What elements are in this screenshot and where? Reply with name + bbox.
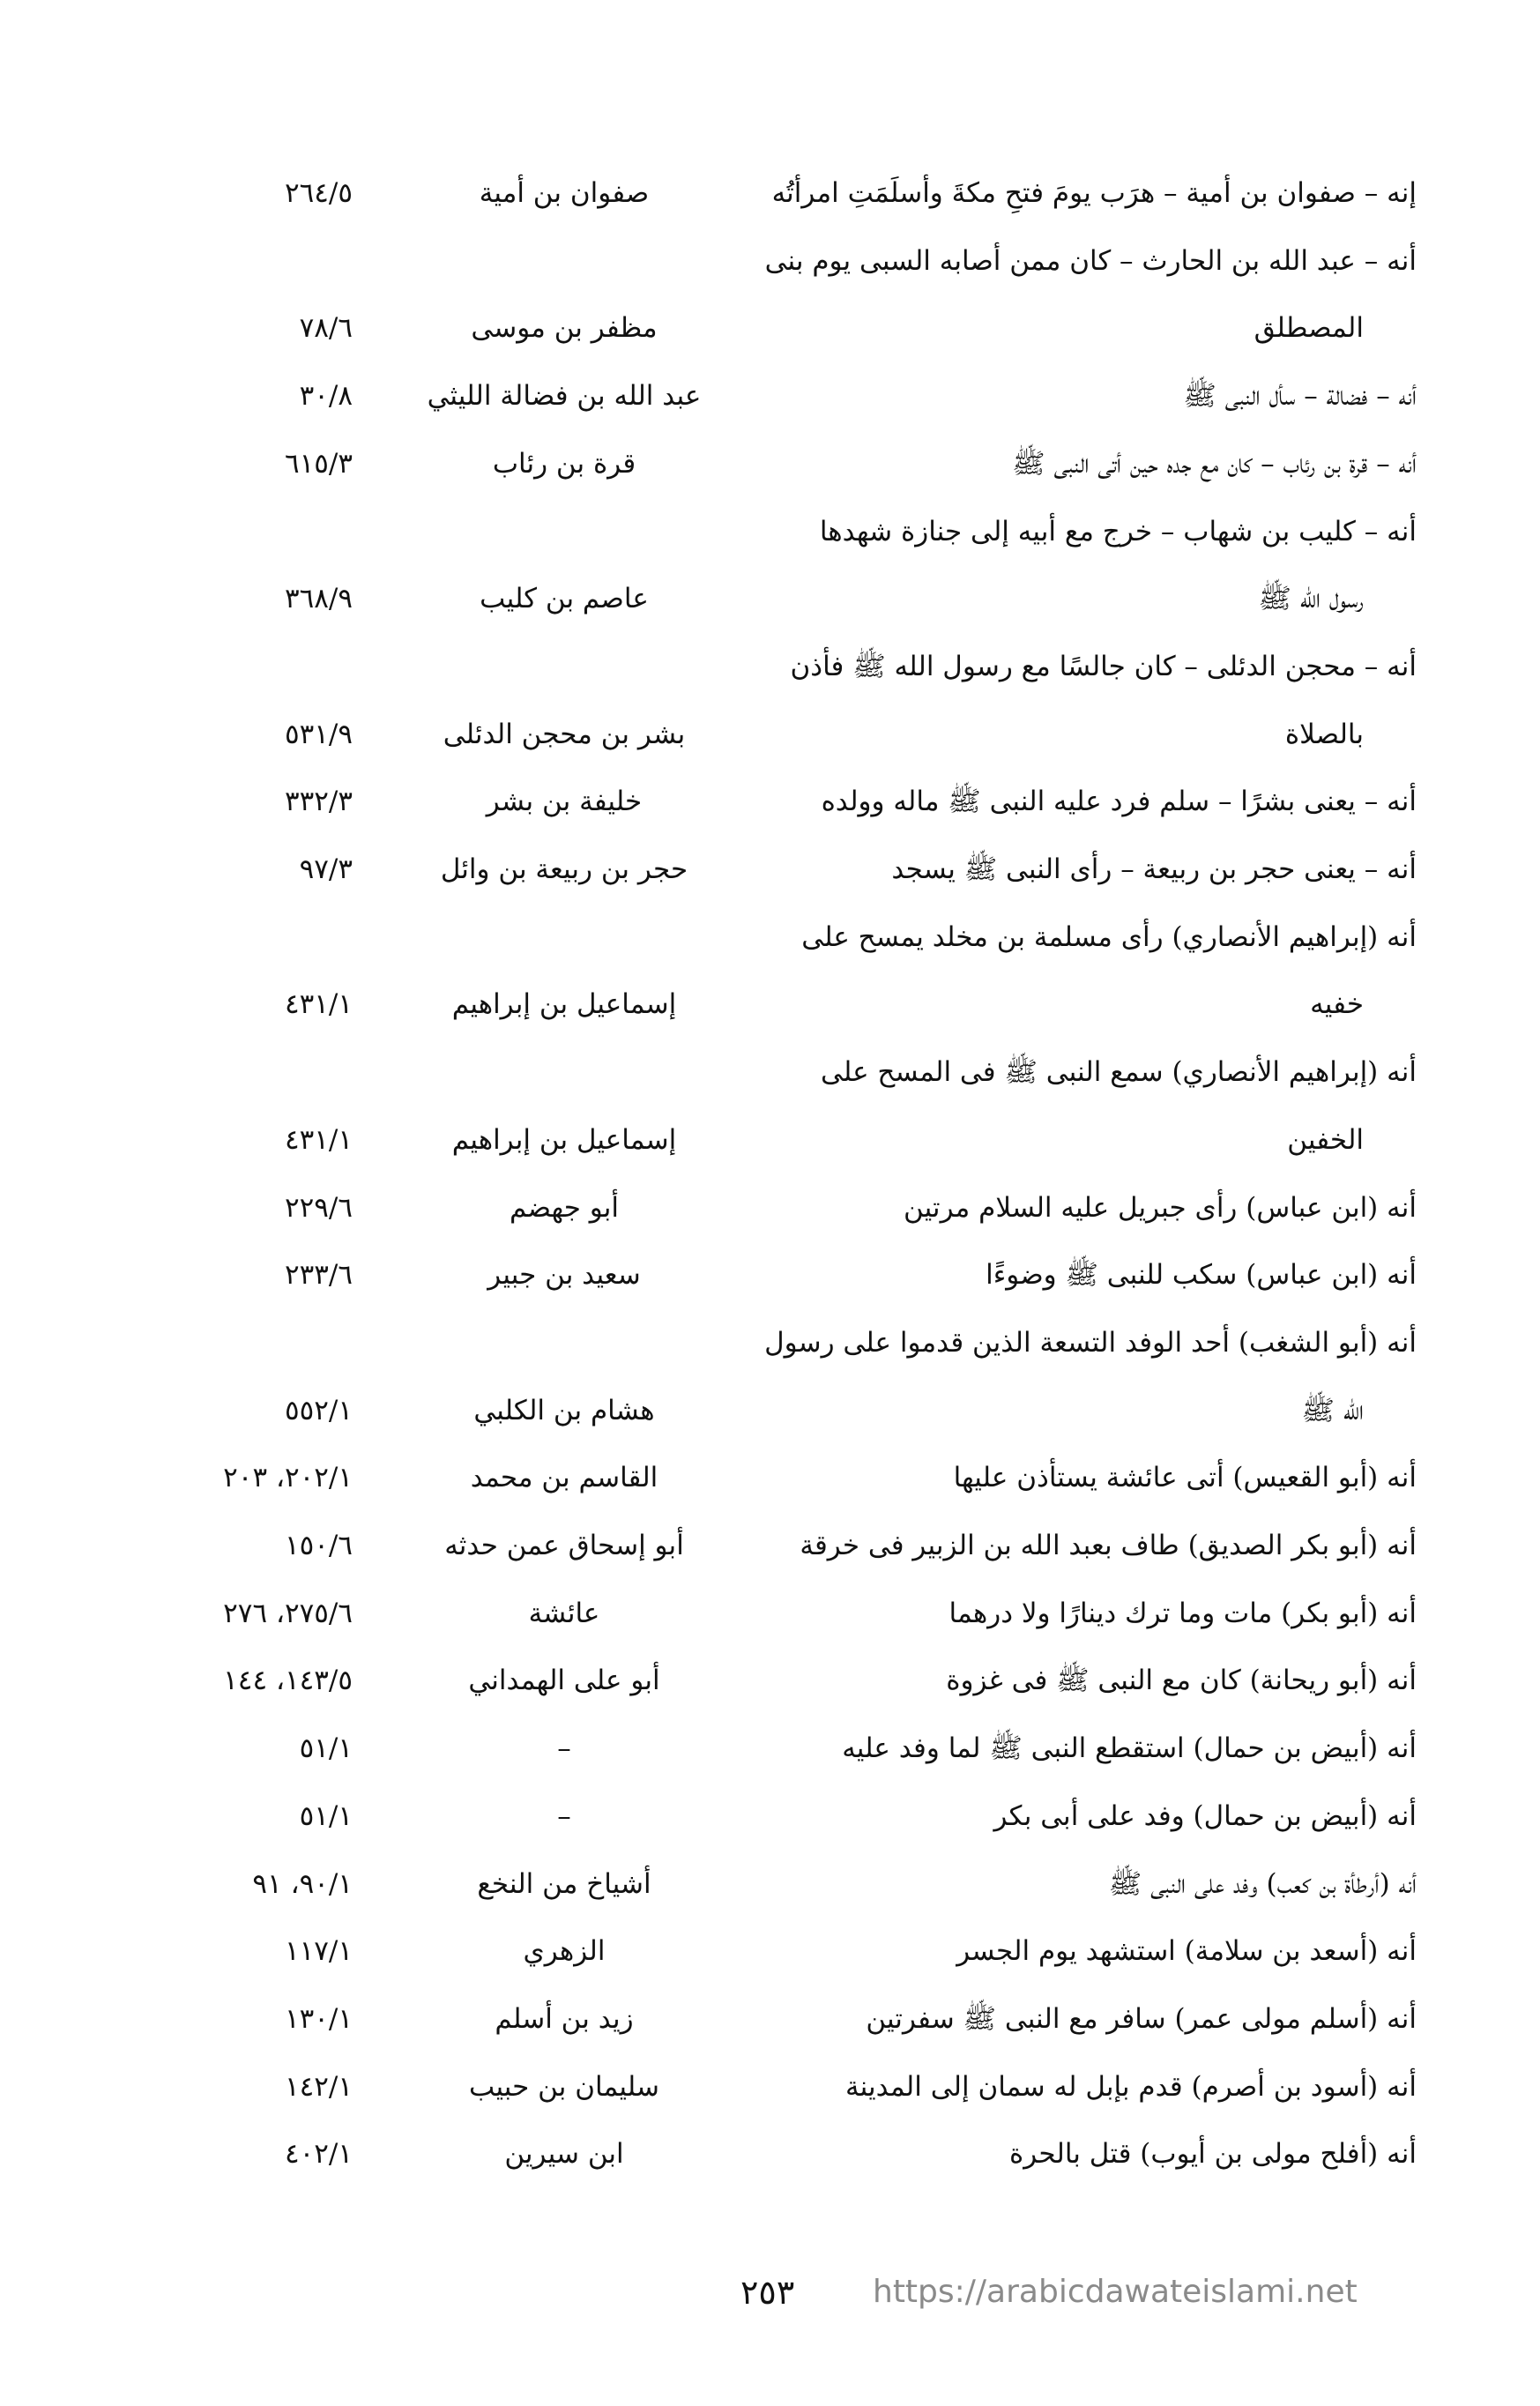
hadith-description: بالصلاة — [1284, 718, 1364, 750]
hadith-description: أنه (ابن عباس) سكب للنبى ﷺ وضوءًا — [986, 1259, 1417, 1292]
volume-page-reference: ٢٦٤/٥ — [284, 177, 353, 209]
index-row — [0, 1782, 1540, 1851]
index-row — [0, 497, 1540, 566]
volume-page-reference: ١٤٢/١ — [284, 2070, 353, 2103]
volume-page-reference: ١٤٣/٥، ١٤٤ — [223, 1665, 353, 1697]
narrator-name: أشياخ من النخع — [477, 1867, 651, 1900]
hadith-description: أنه (أبو القعيس) أتى عائشة يستأذن عليها — [953, 1462, 1417, 1494]
volume-page-reference: ١١٧/١ — [284, 1935, 353, 1968]
index-row — [0, 1917, 1540, 1985]
page-footer — [0, 2257, 1540, 2328]
index-row — [0, 1646, 1540, 1715]
volume-page-reference: ٢٠٢/١، ٢٠٣ — [223, 1462, 353, 1494]
volume-page-reference: ٣٣٢/٣ — [284, 786, 353, 818]
index-row — [0, 835, 1540, 904]
hadith-description: الخفين — [1287, 1123, 1364, 1156]
narrator-name — [379, 497, 749, 566]
index-row — [0, 700, 1540, 769]
narrator-name — [379, 903, 749, 972]
volume-page-reference: ٥٥٢/١ — [284, 1394, 353, 1426]
narrator-name: سليمان بن حبيب — [469, 2070, 659, 2103]
hadith-description: أنه – قرة بن رئاب – كان مع جده حين أتى النبى ﷺ — [1012, 447, 1417, 480]
narrator-name: – — [557, 1799, 571, 1832]
narrator-name: مظفر بن موسى — [471, 312, 658, 345]
hadith-description: أنه (إبراهيم الأنصاري) سمع النبى ﷺ فى المسح على — [820, 1056, 1417, 1089]
index-row — [0, 1850, 1540, 1918]
volume-page-reference — [132, 632, 353, 701]
volume-page-reference: ٩٠/١، ٩١ — [252, 1867, 353, 1900]
hadith-description: أنه (أبو ريحانة) كان مع النبى ﷺ فى غزوة — [946, 1665, 1417, 1697]
hadith-description: رسول الله ﷺ — [1258, 583, 1364, 615]
index-row — [0, 1511, 1540, 1580]
index-row — [0, 1038, 1540, 1106]
narrator-name: أبو جهضم — [509, 1191, 620, 1224]
narrator-name: صفوان بن أمية — [479, 177, 650, 209]
hadith-description: أنه – فضالة – سأل النبى ﷺ — [1183, 380, 1417, 413]
hadith-description: أنه – يعنى بشرًا – سلم فرد عليه النبى ﷺ ماله وولده — [821, 786, 1417, 818]
page-number: ٢٥٣ — [740, 2273, 795, 2312]
index-row — [0, 1376, 1540, 1445]
index-row — [0, 767, 1540, 836]
volume-page-reference: ٢٣٣/٦ — [284, 1259, 353, 1292]
volume-page-reference: ٢٢٩/٦ — [284, 1191, 353, 1224]
hadith-description: أنه – كليب بن شهاب – خرج مع أبيه إلى جنازة شهدها — [819, 515, 1417, 547]
narrator-name — [379, 1038, 749, 1106]
narrator-name: زيد بن أسلم — [495, 2002, 634, 2035]
narrator-name: – — [557, 1732, 571, 1765]
hadith-description: أنه (أبو بكر) مات وما ترك دينارًا ولا درهما — [949, 1597, 1417, 1629]
narrator-name: الزهري — [523, 1935, 606, 1968]
volume-page-reference — [132, 1308, 353, 1377]
narrator-name: عبد الله بن فضالة الليثي — [427, 380, 702, 413]
volume-page-reference: ٣٠/٨ — [299, 380, 353, 413]
volume-page-reference: ٢٧٥/٦، ٢٧٦ — [223, 1597, 353, 1629]
index-row — [0, 1985, 1540, 2053]
index-row — [0, 632, 1540, 701]
index-row — [0, 970, 1540, 1039]
hadith-description: أنه – محجن الدئلى – كان جالسًا مع رسول الله ﷺ فأذن — [790, 650, 1417, 682]
hadith-description: أنه (أرطأة بن كعب) وفد على النبى ﷺ — [1108, 1867, 1417, 1900]
volume-page-reference: ٩٧/٣ — [299, 853, 353, 885]
index-row — [0, 903, 1540, 972]
index-row — [0, 1714, 1540, 1783]
index-row — [0, 2052, 1540, 2121]
hadith-description: أنه (أسود بن أصرم) قدم بإبل له سمان إلى المدينة — [845, 2070, 1417, 2103]
index-row — [0, 1240, 1540, 1309]
volume-page-reference — [132, 227, 353, 295]
narrator-name: أبو على الهمداني — [468, 1665, 660, 1697]
hadith-description: أنه (أبيض بن حمال) استقطع النبى ﷺ لما وفد عليه — [842, 1732, 1417, 1765]
hadith-description: إنه – صفوان بن أمية – هرَب يومَ فتحِ مكةَ وأسلَمَتِ امرأتُه — [771, 177, 1417, 209]
narrator-name: عائشة — [528, 1597, 600, 1629]
index-row — [0, 429, 1540, 498]
hadith-description: أنه (أبو الشغب) أحد الوفد التسعة الذين قدموا على رسول — [764, 1326, 1417, 1359]
narrator-name: هشام بن الكلبي — [473, 1394, 655, 1426]
index-row — [0, 1308, 1540, 1377]
volume-page-reference: ٦١٥/٣ — [284, 447, 353, 480]
hadith-description: أنه (أبو بكر الصديق) طاف بعبد الله بن الزبير فى خرقة — [800, 1530, 1417, 1561]
volume-page-reference: ١٥٠/٦ — [284, 1530, 353, 1561]
volume-page-reference: ٤٣١/١ — [284, 988, 353, 1021]
narrator-name: بشر بن محجن الدئلى — [443, 718, 686, 750]
index-row — [0, 564, 1540, 633]
volume-page-reference: ٧٨/٦ — [299, 312, 353, 345]
volume-page-reference: ٤٣١/١ — [284, 1123, 353, 1156]
narrator-name: قرة بن رئاب — [492, 447, 636, 480]
narrator-name: سعيد بن جبير — [487, 1259, 641, 1292]
index-row — [0, 2119, 1540, 2188]
narrator-name — [379, 1308, 749, 1377]
hadith-description: أنه (أسلم مولى عمر) سافر مع النبى ﷺ سفرتين — [866, 2002, 1417, 2035]
narrator-name: عاصم بن كليب — [480, 583, 649, 615]
hadith-description: أنه (ابن عباس) رأى جبريل عليه السلام مرتين — [903, 1191, 1417, 1224]
hadith-description: أنه – عبد الله بن الحارث – كان ممن أصابه السبى يوم بنى — [764, 244, 1417, 277]
volume-page-reference — [132, 497, 353, 566]
hadith-description: أنه (أبيض بن حمال) وفد على أبى بكر — [993, 1799, 1417, 1832]
hadith-description: الله ﷺ — [1301, 1394, 1364, 1426]
hadith-description: المصطلق — [1254, 312, 1364, 345]
volume-page-reference — [132, 903, 353, 972]
narrator-name: أبو إسحاق عمن حدثه — [444, 1530, 684, 1561]
narrator-name: خليفة بن بشر — [486, 786, 643, 818]
hadith-description: أنه – يعنى حجر بن ربيعة – رأى النبى ﷺ يسجد — [891, 853, 1417, 885]
index-row — [0, 1579, 1540, 1648]
index-row — [0, 1173, 1540, 1242]
index-row — [0, 361, 1540, 430]
index-row — [0, 1443, 1540, 1512]
narrator-name: ابن سيرين — [504, 2138, 624, 2171]
narrator-name — [379, 632, 749, 701]
narrator-name — [379, 227, 749, 295]
volume-page-reference: ١٣٠/١ — [284, 2002, 353, 2035]
narrator-name: حجر بن ربيعة بن وائل — [440, 853, 688, 885]
volume-page-reference: ٥٣١/٩ — [284, 718, 353, 750]
volume-page-reference — [132, 1038, 353, 1106]
hadith-description: خفيه — [1310, 988, 1364, 1021]
narrator-name: إسماعيل بن إبراهيم — [451, 988, 677, 1021]
index-row — [0, 1106, 1540, 1174]
volume-page-reference: ٥١/١ — [299, 1799, 353, 1832]
hadith-description: أنه (إبراهيم الأنصاري) رأى مسلمة بن مخلد يمسح على — [801, 920, 1417, 953]
narrator-name: القاسم بن محمد — [470, 1462, 658, 1494]
narrator-name: إسماعيل بن إبراهيم — [451, 1123, 677, 1156]
volume-page-reference: ٣٦٨/٩ — [284, 583, 353, 615]
index-row — [0, 227, 1540, 295]
volume-page-reference: ٤٠٢/١ — [284, 2138, 353, 2171]
hadith-description: أنه (أفلح مولى بن أيوب) قتل بالحرة — [1009, 2138, 1417, 2171]
index-row — [0, 294, 1540, 362]
hadith-description: أنه (أسعد بن سلامة) استشهد يوم الجسر — [956, 1935, 1417, 1968]
index-row — [0, 159, 1540, 227]
watermark-url: https://arabicdawateislami.net — [873, 2274, 1358, 2310]
volume-page-reference: ٥١/١ — [299, 1732, 353, 1765]
